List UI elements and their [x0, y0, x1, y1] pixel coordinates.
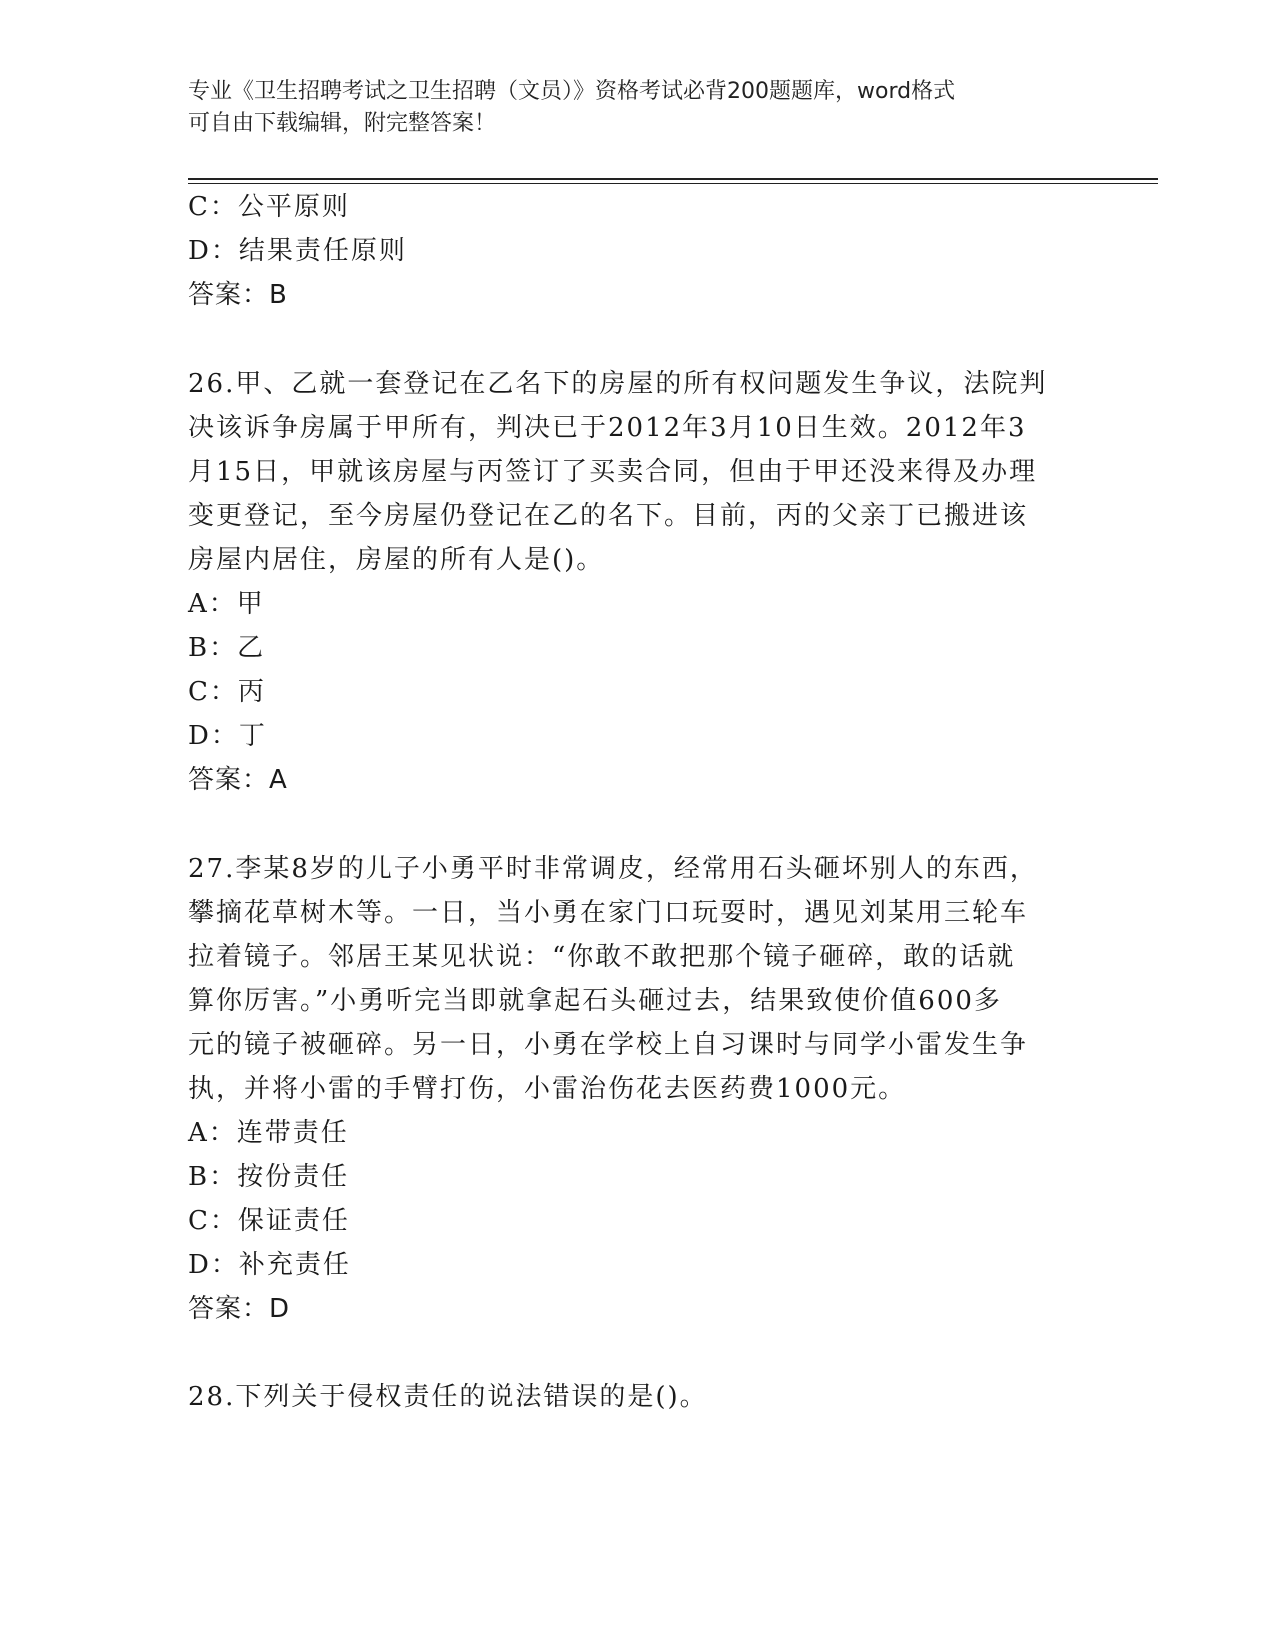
option-a: A：甲	[188, 589, 265, 619]
question-27-stem-line: 算你厉害。”小勇听完当即就拿起石头砸过去，结果致使价值600多	[188, 986, 1002, 1016]
question-27-stem-line: 元的镜子被砸碎。另一日，小勇在学校上自习课时与同学小雷发生争	[188, 1030, 1029, 1060]
question-27-stem-line: 27.李某8岁的儿子小勇平时非常调皮，经常用石头砸坏别人的东西，	[188, 854, 1038, 884]
question-27-stem-line: 执，并将小雷的手臂打伤，小雷治伤花去医药费1000元。	[188, 1074, 907, 1104]
question-27-stem-line: 拉着镜子。邻居王某见状说：“你敢不敢把那个镜子砸碎，敢的话就	[188, 942, 1016, 972]
question-26-stem-line: 决该诉争房属于甲所有，判决已于2012年3月10日生效。2012年3	[188, 413, 1027, 443]
document-header	[188, 76, 1068, 140]
option-a: A：连带责任	[188, 1118, 349, 1148]
question-27-stem-line: 攀摘花草树木等。一日，当小勇在家门口玩耍时，遇见刘某用三轮车	[188, 898, 1029, 928]
question-26-stem-line: 变更登记，至今房屋仍登记在乙的名下。目前，丙的父亲丁已搬进该	[188, 501, 1029, 531]
header-line-1: 专业《卫生招聘考试之卫生招聘（文员）》资格考试必背200题题库，word格式	[188, 79, 956, 104]
option-d: D：结果责任原则	[188, 236, 407, 266]
answer: 答案：A	[188, 765, 288, 795]
question-26-stem-line: 26.甲、乙就一套登记在乙名下的房屋的所有权问题发生争议，法院判	[188, 369, 1048, 399]
option-c: C：公平原则	[188, 192, 350, 222]
option-d: D：丁	[188, 721, 267, 751]
option-c: C：保证责任	[188, 1206, 350, 1236]
option-d: D：补充责任	[188, 1250, 351, 1280]
question-26-stem-line: 房屋内居住，房屋的所有人是()。	[188, 545, 605, 575]
option-b: B：按份责任	[188, 1162, 350, 1192]
question-26-stem-line: 月15日，甲就该房屋与丙签订了买卖合同，但由于甲还没来得及办理	[188, 457, 1038, 487]
option-c: C：丙	[188, 677, 266, 707]
answer: 答案：D	[188, 1294, 291, 1324]
answer: 答案：B	[188, 280, 288, 310]
option-b: B：乙	[188, 633, 266, 663]
question-28-stem-line: 28.下列关于侵权责任的说法错误的是()。	[188, 1382, 708, 1412]
header-line-2: 可自由下载编辑，附完整答案！	[188, 111, 497, 136]
header-divider-thick	[188, 178, 1158, 180]
